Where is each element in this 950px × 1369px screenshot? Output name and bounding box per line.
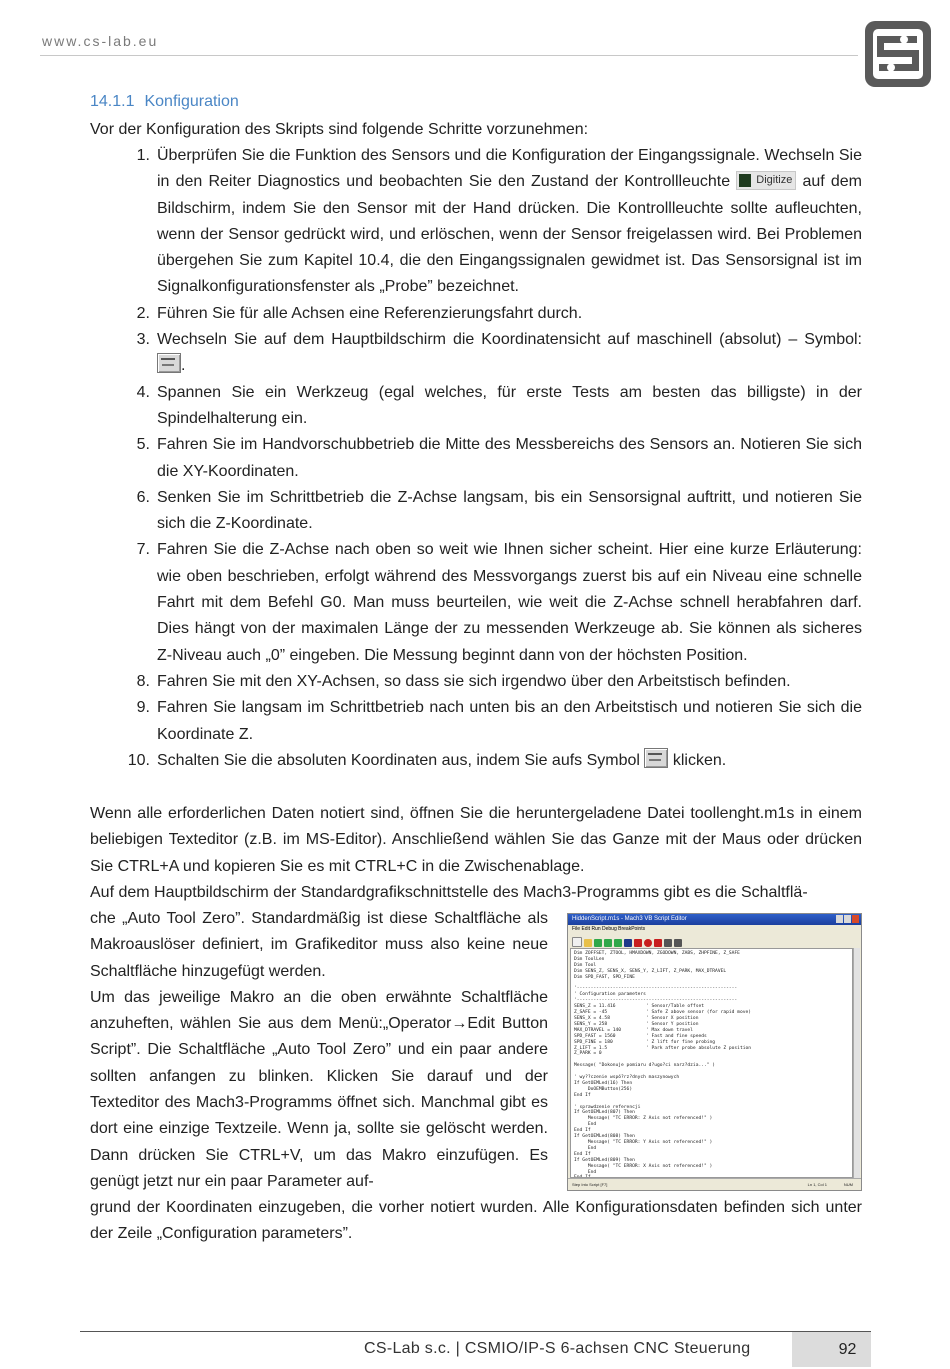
script-editor-screenshot (567, 913, 862, 1191)
header-divider (40, 55, 858, 56)
cs-lab-logo-icon (864, 20, 932, 88)
step-number: 4. (136, 383, 150, 401)
list-item (90, 327, 862, 380)
screenshot-code: Dim ZOFFSET, ZTOOL, HMAXDOWN, ZGODOWN, ZABS, ZHPFINE, Z_SAFE Dim ToolLen Dim Tool Dim SENS_Z, SENS_X, SENS_Y, Z_LIFT, Z_PARK, MAX_DTRAVEL Dim SPD_FAST, SPD_FINE '---------------------------------------------------------- ' Configuration parameters '---------------------------------------------------------- SENS_Z = 11.416 ' Sensor/Table offset Z_SAFE = -45 ' Safe Z above sensor (for rapid move) SENS_X = 4.58 ' Sensor X position SENS_Y = 258 ' Sensor Y position MAX_DTRAVEL = 140 ' Max down travel SPD_FAST = 1560 ' Fast and fine speeds SPD_FINE = 180 ' Z lift for fine probing Z_LIFT = 1.5 ' Park after probe absolute Z position Z_PARK = 0 Message( "Dokonuje pomiaru d?ugo?ci narz?dzia..." ) ' wy??czenie wspó?rz?dnych maszynowych If GetOEMLed(16) Then DoOEMButton(256) End If ' sprawdzenie referencji If GetOEMLed(807) Then Message( "TC ERROR: Z Axis not referenced!" ) End End If If GetOEMLed(808) Then Message( "TC ERROR: Y Axis not referenced!" ) End End If If GetOEMLed(809) Then Message( "TC ERROR: X Axis not referenced!" ) End End If (570, 948, 853, 1178)
list-item (90, 669, 862, 695)
stop-icon (634, 939, 642, 947)
paragraph-copy-macro: Wenn alle erforderlichen Daten notiert sind, öffnen Sie die heruntergeladene Datei toollenght.m1s in einem beliebigen Texteditor (z.B. im MS-Editor). Anschließend wählen Sie das Ganze mit der Maus oder drücken Sie CTRL+A und kopieren Sie es mit CTRL+C in die Zwischenablage. (90, 805, 862, 875)
run-icon (614, 939, 622, 947)
list-item (90, 380, 862, 433)
scrollbar (853, 948, 860, 1178)
toggle-icon (674, 939, 682, 947)
step-text: Fahren Sie im Handvorschubbetrieb die Mitte des Messbereichs des Sensors an. Notieren Sie sich die XY-Koordinaten. (157, 436, 862, 480)
machine-coords-button-icon (157, 353, 181, 373)
window-controls-icon (835, 915, 859, 924)
paragraph-auto-tool-zero: Auf dem Hauptbildschirm der Standardgrafikschnittstelle des Mach3-Programms gibt es die Schaltflä- (90, 884, 808, 901)
step-number: 6. (136, 488, 150, 506)
steps-list (90, 143, 862, 774)
page-number (792, 1332, 871, 1367)
section-heading (90, 93, 239, 111)
intro-text: Vor der Konfiguration des Skripts sind folgende Schritte vorzunehmen: (90, 121, 589, 138)
clear-icon (654, 939, 662, 947)
step-into-icon (594, 939, 602, 947)
pause-icon (624, 939, 632, 947)
paragraph-auto-tool-zero-cont: che „Auto Tool Zero”. Standardmäßig ist diese Schaltfläche als Makroauslöser definiert, im Grafikeditor muss also keine neue Schaltfläche hinzugefügt werden. (90, 910, 548, 980)
indicator-label: Digitize (756, 174, 793, 187)
step-number: 9. (136, 699, 150, 717)
step-text: Fahren Sie mit den XY-Achsen, so dass sie sich irgendwo über den Arbeitstisch befinden. (157, 672, 791, 690)
page-number-label: 92 (838, 1341, 857, 1358)
breakpoint-icon (644, 939, 652, 947)
list-item (90, 432, 862, 485)
step-text: auf dem Bildschirm, indem Sie den Sensor mit der Hand drücken. Die Kontrollleuchte sollte aufleuchten, wenn der Sensor gedrückt wird, und erlöschen, wenn der Sensor freigelassen wird. Bei Problemen übergehen Sie zum Kapitel 10.4, die den Eingangssignalen gewidmet ist. Das Sensorsignal ist im Signalkonfigurationsfenster als „Probe” bezeichnet. (157, 173, 862, 296)
screenshot-statusbar (568, 1178, 861, 1190)
section-number: 14.1.1 (90, 93, 135, 110)
digitize-indicator-icon (736, 171, 796, 190)
screenshot-title: HiddenScript.m1s - Mach3 VB Script Editor (572, 916, 687, 922)
step-number: 8. (136, 672, 150, 690)
header-url[interactable]: www.cs-lab.eu (42, 33, 159, 49)
list-item (90, 748, 862, 774)
step-over-icon (604, 939, 612, 947)
step-number: 1. (136, 147, 150, 164)
step-number: 5. (136, 436, 150, 454)
status-position: Ln 1, Col 1 (807, 1182, 827, 1187)
footer-text: CS-Lab s.c. | CSMIO/IP-S 6-achsen CNC Steuerung (364, 1340, 751, 1357)
toggle-icon (664, 939, 672, 947)
status-mode: NUM (843, 1182, 853, 1187)
para-text: Edit Button Script”. Die Schaltfläche „Auto Tool Zero” und ein paar andere sollten anfangen zu blinken. Klicken Sie darauf und der Texteditor des Mach3-Programms öffnet sich. Manchmal gibt es dort eine einzige Textzeile. Wenn ja, sollte sie gelöscht werden. Dann drücken Sie CTRL+V, um das Makro einzufügen. Es genügt jetzt nur ein paar Parameter auf- (90, 1015, 548, 1190)
step-number: 10. (127, 751, 150, 769)
open-icon (584, 939, 592, 947)
list-item (90, 485, 862, 538)
status-left: Step Into Script [F7] (572, 1182, 608, 1187)
step-text: Fahren Sie die Z-Achse nach oben so weit wie Ihnen sicher scheint. Hier eine kurze Erläuterung: wie oben beschrieben, erfolgt während des Messvorgangs zuerst bis auf ein Niveau eine schnelle Fahrt mit dem Befehl G0. Man muss beurteilen, wie weit die Z-Achse schnell herabfahren darf. Dies hängt von der maximalen Länge der zu messenden Werkzeuge ab. Sie können als sicheres Z-Niveau auch „0” eingeben. Die Messung beginnt dann von der höchsten Position. (157, 541, 862, 664)
step-text: Wechseln Sie auf dem Hauptbildschirm die Koordinatensicht auf maschinell (absolut) – Symbol: (157, 331, 862, 349)
section-title: Konfiguration (144, 93, 239, 110)
screenshot-titlebar (568, 914, 861, 925)
machine-coords-button-icon (644, 748, 668, 768)
step-number: 7. (136, 541, 150, 559)
arrow-right-icon: → (451, 1015, 468, 1033)
step-number: 2. (136, 304, 150, 322)
step-text: Überprüfen Sie die Funktion des Sensors und die Konfiguration der Eingangssignale. Wechseln Sie in den Reiter Diagnostics und beobachten Sie den Zustand der Kontrollleuchte (157, 147, 862, 191)
list-item (90, 301, 862, 327)
step-text: . (181, 357, 186, 375)
paragraph-configuration-data: grund der Koordinaten einzugeben, die vorher notiert wurden. Alle Konfigurationsdaten befinden sich unter der Zeile „Configuration parameters”. (90, 1199, 862, 1243)
step-text: Fahren Sie langsam im Schrittbetrieb nach unten bis an den Arbeitstisch und notieren Sie sich die Koordinate Z. (157, 699, 862, 743)
step-text: Schalten Sie die absoluten Koordinaten aus, indem Sie aufs Symbol (157, 751, 645, 769)
step-text: Senken Sie im Schrittbetrieb die Z-Achse langsam, bis ein Sensorsignal auftritt, und notieren Sie sich die Z-Koordinate. (157, 488, 862, 533)
footer-divider (80, 1331, 871, 1332)
paragraph-edit-button-script (90, 985, 548, 1195)
led-icon (739, 174, 751, 187)
para-text: Um das jeweilige Makro an die oben erwähnte Schaltfläche anzuheften, wählen Sie aus dem Menü:„Operator (90, 988, 548, 1033)
step-text: Führen Sie für alle Achsen eine Referenzierungsfahrt durch. (157, 304, 583, 322)
list-item (90, 537, 862, 668)
new-icon (572, 937, 582, 947)
step-text: Spannen Sie ein Werkzeug (egal welches, für erste Tests am besten das billigste) in der Spindelhalterung ein. (157, 383, 862, 427)
screenshot-toolbar (568, 934, 861, 947)
list-item (90, 695, 862, 748)
list-item (90, 143, 862, 301)
step-text: klicken. (668, 751, 727, 769)
paragraph-column (90, 906, 548, 1195)
step-number: 3. (136, 331, 150, 349)
screenshot-menu: File Edit Run Debug BreakPoints (572, 926, 646, 932)
